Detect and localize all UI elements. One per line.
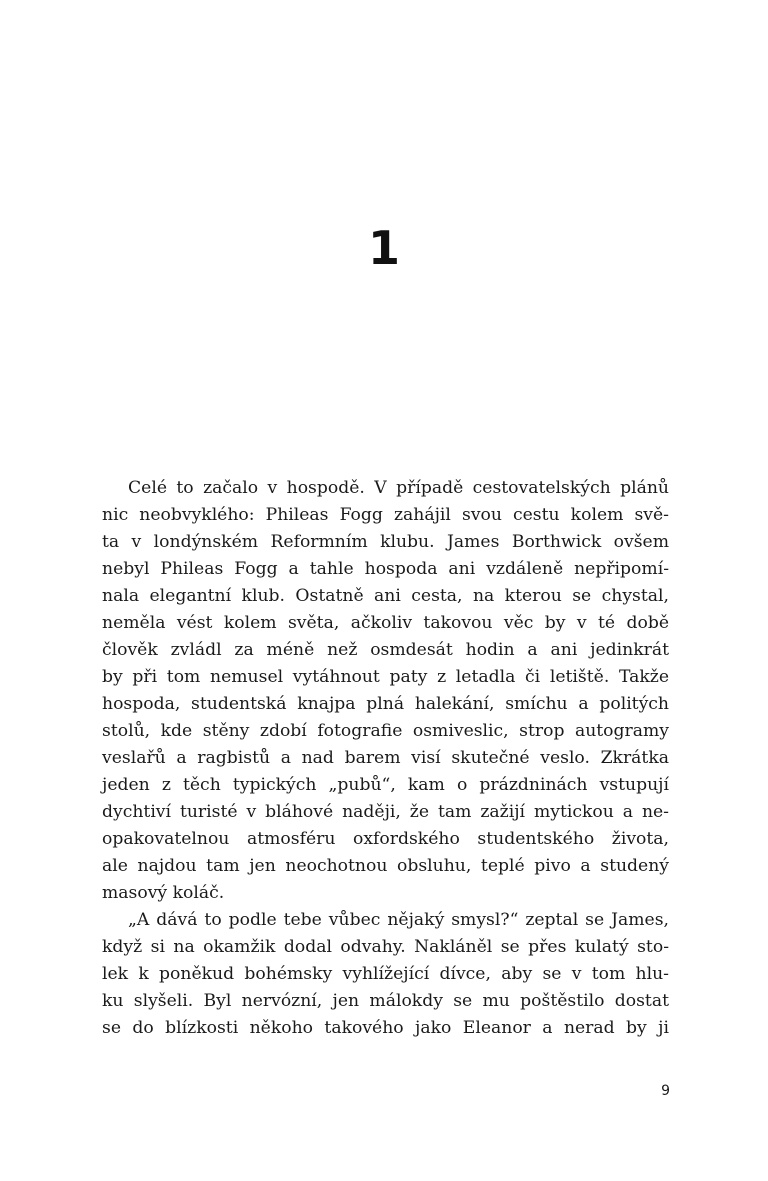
chapter-number: 1 <box>367 221 400 275</box>
text-line: nebyl Phileas Fogg a tahle hospoda ani vzdáleně nepřipomí- <box>102 559 669 579</box>
text-line: nic neobvyklého: Phileas Fogg zahájil svou cestu kolem svě- <box>102 505 669 525</box>
paragraph-1 <box>102 475 669 907</box>
page-number: 9 <box>661 1083 670 1099</box>
text-line: by při tom nemusel vytáhnout paty z letadla či letiště. Takže <box>102 667 669 687</box>
body-text <box>102 475 669 1042</box>
text-line: Celé to začalo v hospodě. V případě cestovatelských plánů <box>128 478 669 498</box>
text-line: opakovatelnou atmosféru oxfordského studentského života, <box>102 829 669 849</box>
text-line: se do blízkosti někoho takového jako Eleanor a nerad by ji <box>102 1018 669 1038</box>
text-line: ta v londýnském Reformním klubu. James Borthwick ovšem <box>102 532 669 552</box>
text-line: lek k poněkud bohémsky vyhlížející dívce, aby se v tom hlu- <box>102 964 669 984</box>
text-line: masový koláč. <box>102 883 225 903</box>
text-line: ku slyšeli. Byl nervózní, jen málokdy se mu poštěstilo dostat <box>102 991 669 1011</box>
text-line: ale najdou tam jen neochotnou obsluhu, teplé pivo a studený <box>102 856 669 876</box>
text-line: neměla vést kolem světa, ačkoliv takovou věc by v té době <box>102 613 669 633</box>
text-line: nala elegantní klub. Ostatně ani cesta, na kterou se chystal, <box>102 586 669 606</box>
text-line: „A dává to podle tebe vůbec nějaký smysl?“ zeptal se James, <box>128 910 669 930</box>
text-line: dychtiví turisté v bláhové naději, že tam zažijí mytickou a ne- <box>102 802 669 822</box>
text-line: veslařů a ragbistů a nad barem visí skutečné veslo. Zkrátka <box>102 748 669 768</box>
text-line: člověk zvládl za méně než osmdesát hodin a ani jedinkrát <box>102 640 669 660</box>
text-line: jeden z těch typických „pubů“, kam o prázdninách vstupují <box>102 775 669 795</box>
text-line: hospoda, studentská knajpa plná halekání, smíchu a politých <box>102 694 669 714</box>
paragraph-2 <box>102 907 669 1042</box>
text-line: stolů, kde stěny zdobí fotografie osmiveslic, strop autogramy <box>102 721 669 741</box>
text-line: když si na okamžik dodal odvahy. Nakláněl se přes kulatý sto- <box>102 937 669 957</box>
